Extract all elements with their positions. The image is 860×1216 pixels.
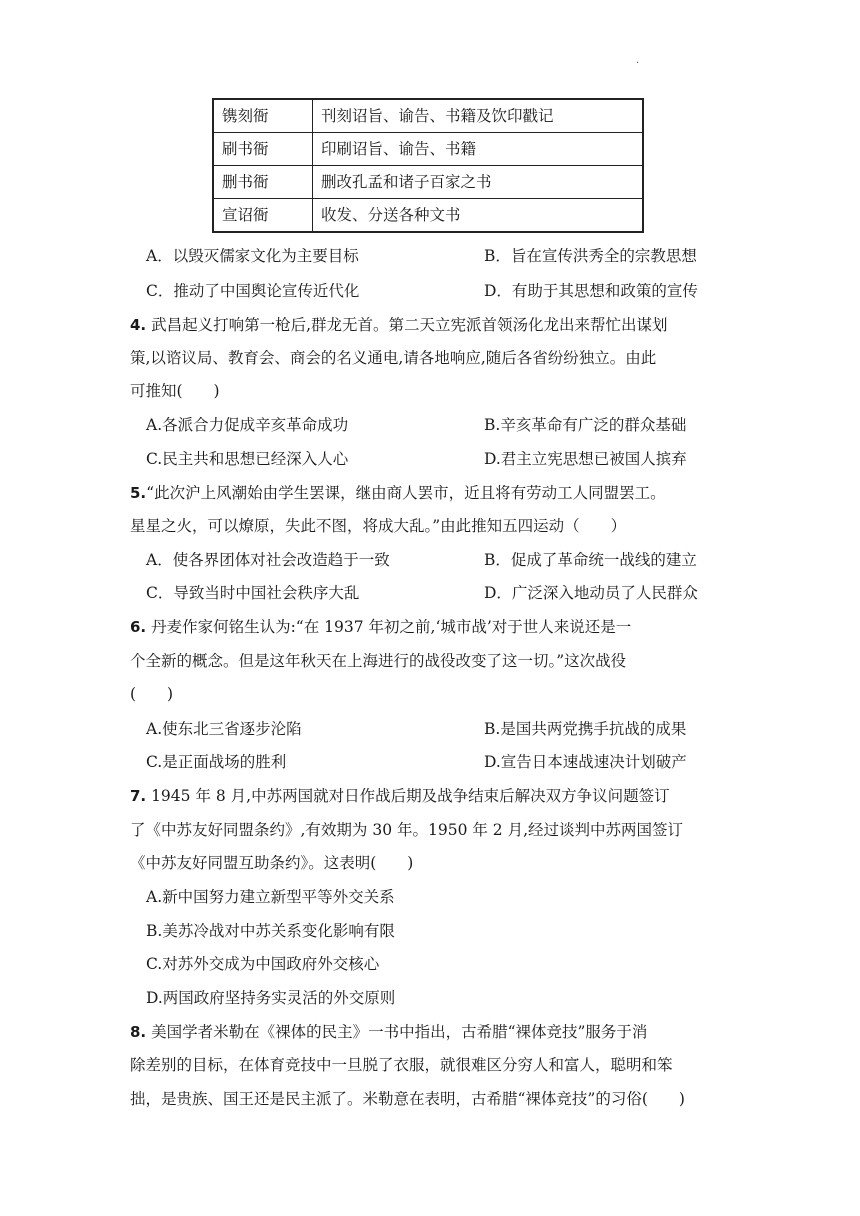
table-row	[213, 99, 643, 133]
q4-option-c: C.民主共和思想已经深入人心	[146, 450, 349, 468]
q5-option-d: D．广泛深入地动员了人民群众	[484, 584, 698, 602]
q4-option-b: B.辛亥革命有广泛的群众基础	[484, 416, 687, 434]
office-duty: 印刷诏旨、谕告、书籍	[313, 133, 644, 166]
office-table	[212, 98, 644, 233]
q5-option-a: A．使各界团体对社会改造趋于一致	[146, 551, 390, 569]
question-text: 美国学者米勒在《裸体的民主》一书中指出，古希腊“裸体竞技”服务于消	[146, 1023, 648, 1041]
q3-option-d: D．有助于其思想和政策的宣传	[484, 282, 698, 300]
office-name: 宣诏衙	[213, 199, 313, 233]
question-5-line1	[130, 483, 666, 503]
header-mark: ·	[636, 58, 640, 69]
office-duty: 删改孔孟和诸子百家之书	[313, 166, 644, 199]
question-text: “此次沪上风潮始由学生罢课，继由商人罢市，近且将有劳动工人同盟罢工。	[146, 484, 666, 502]
question-text: 丹麦作家何铭生认为:“在 1937 年初之前,‘城市战’对于世人来说还是一	[146, 618, 632, 636]
office-name: 镌刻衙	[213, 99, 313, 133]
question-text: 武昌起义打响第一枪后,群龙无首。第二天立宪派首领汤化龙出来帮忙出谋划	[146, 316, 668, 334]
q7-option-b: B.美苏冷战对中苏关系变化影响有限	[146, 922, 395, 940]
q4-option-d: D.君主立宪思想已被国人摈弃	[484, 450, 687, 468]
question-7-line2: 了《中苏友好同盟条约》,有效期为 30 年。1950 年 2 月,经过谈判中苏两国签订	[130, 821, 684, 839]
q6-option-d: D.宣告日本速战速决计划破产	[484, 753, 687, 771]
office-duty: 收发、分送各种文书	[313, 199, 644, 233]
table-row	[213, 166, 643, 199]
question-number: 6.	[130, 618, 147, 636]
q6-option-b: B.是国共两党携手抗战的成果	[484, 720, 687, 738]
question-6-line2: 个全新的概念。但是这年秋天在上海进行的战役改变了这一切。”这次战役	[130, 652, 627, 670]
question-4-line1	[130, 315, 668, 335]
q7-option-d: D.两国政府坚持务实灵活的外交原则	[146, 989, 396, 1007]
q4-option-a: A.各派合力促成辛亥革命成功	[146, 416, 349, 434]
question-4-line2: 策,以谘议局、教育会、商会的名义通电,请各地响应,随后各省纷纷独立。由此	[130, 349, 657, 367]
question-4-line3: 可推知( )	[130, 382, 220, 400]
office-duty: 刊刻诏旨、谕告、书籍及饮印戳记	[313, 99, 644, 133]
q7-option-a: A.新中国努力建立新型平等外交关系	[146, 888, 395, 906]
question-8-line1	[130, 1022, 647, 1042]
question-7-line3: 《中苏友好同盟互助条约》。这表明( )	[130, 854, 414, 872]
q3-option-c: C．推动了中国舆论宣传近代化	[146, 282, 360, 300]
question-6-line1	[130, 617, 631, 637]
question-7-line1	[130, 786, 670, 806]
table-row	[213, 199, 643, 233]
table-row	[213, 133, 643, 166]
q7-option-c: C.对苏外交成为中国政府外交核心	[146, 955, 380, 973]
q3-option-b: B．旨在宣传洪秀全的宗教思想	[484, 247, 697, 265]
question-5-line2: 星星之火，可以燎原，失此不图，将成大乱。”由此推知五四运动（ ）	[130, 517, 627, 535]
question-number: 7.	[130, 787, 147, 805]
question-number: 5.	[130, 484, 147, 502]
question-8-line3: 拙，是贵族、国王还是民主派了。米勒意在表明，古希腊“裸体竞技”的习俗( )	[130, 1090, 685, 1108]
q5-option-b: B．促成了革命统一战线的建立	[484, 551, 697, 569]
q6-option-a: A.使东北三省逐步沦陷	[146, 720, 302, 738]
office-name: 刷书衙	[213, 133, 313, 166]
q5-option-c: C．导致当时中国社会秩序大乱	[146, 584, 360, 602]
q3-option-a: A．以毁灭儒家文化为主要目标	[146, 247, 359, 265]
question-6-line3: ( )	[130, 685, 174, 703]
question-text: 1945 年 8 月,中苏两国就对日作战后期及战争结束后解决双方争议问题签订	[146, 787, 670, 805]
question-number: 4.	[130, 316, 147, 334]
q6-option-c: C.是正面战场的胜利	[146, 753, 287, 771]
question-number: 8.	[130, 1023, 147, 1041]
office-name: 删书衙	[213, 166, 313, 199]
question-8-line2: 除差别的目标，在体育竞技中一旦脱了衣服，就很难区分穷人和富人，聪明和笨	[130, 1056, 673, 1074]
